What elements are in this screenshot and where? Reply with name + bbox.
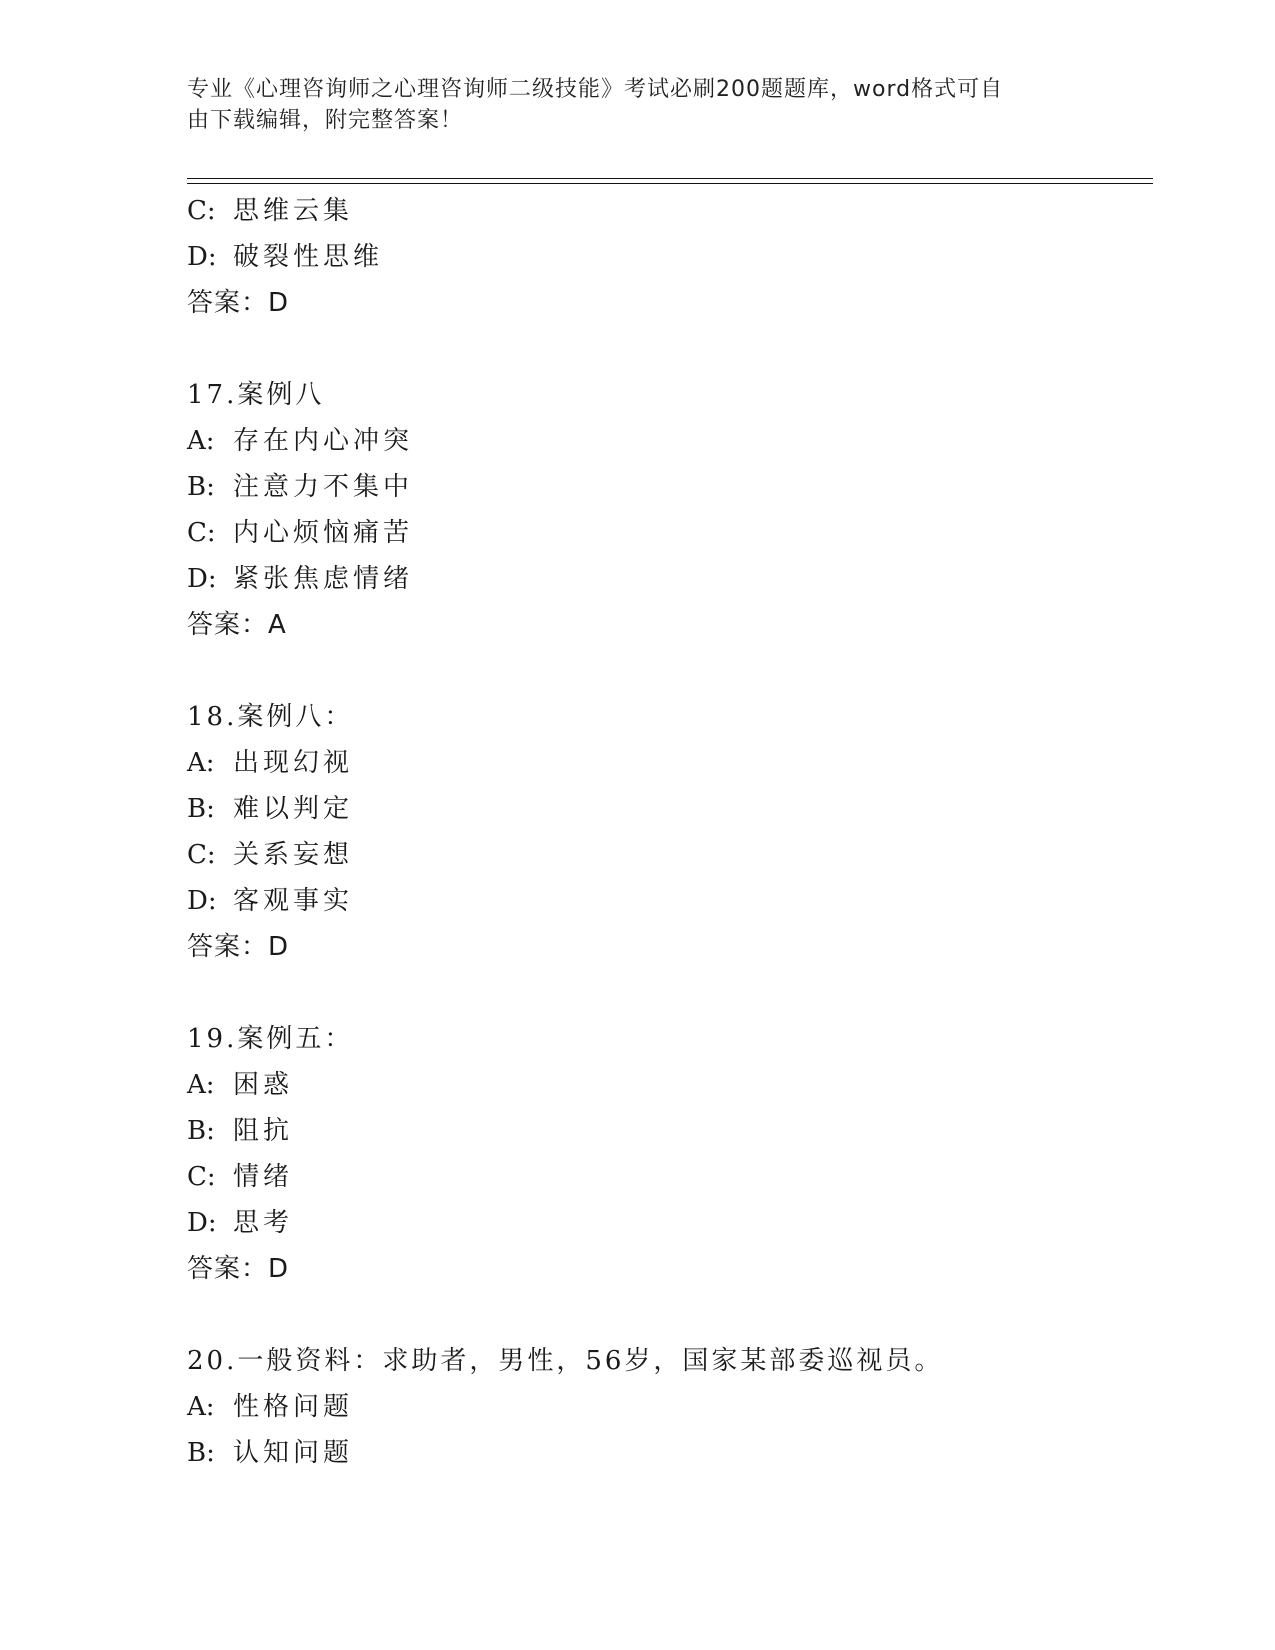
answer-line: 答案：A [187, 610, 287, 640]
option-row [187, 1430, 1153, 1476]
header-divider-bottom [187, 183, 1153, 184]
option-label: A: [187, 1392, 215, 1422]
question-title: 20.一般资料：求助者，男性，56岁，国家某部委巡视员。 [187, 1346, 944, 1376]
option-row [187, 878, 1153, 924]
option-row [187, 832, 1153, 878]
option-text: 思考 [233, 1208, 294, 1238]
option-label: D: [187, 242, 217, 272]
option-row [187, 1154, 1153, 1200]
option-label: C: [187, 196, 216, 226]
option-row [187, 418, 1153, 464]
option-text: 存在内心冲突 [233, 426, 414, 456]
option-row [187, 740, 1153, 786]
option-row [187, 188, 1153, 234]
option-label: C: [187, 518, 216, 548]
option-row [187, 234, 1153, 280]
header-divider-top [187, 178, 1153, 179]
option-row [187, 1200, 1153, 1246]
option-label: A: [187, 748, 215, 778]
option-text: 内心烦恼痛苦 [233, 518, 414, 548]
option-row [187, 1108, 1153, 1154]
option-text: 破裂性思维 [233, 242, 384, 272]
option-label: B: [187, 1438, 215, 1468]
option-row [187, 464, 1153, 510]
question-title: 18.案例八： [187, 702, 354, 732]
option-row [187, 556, 1153, 602]
option-label: B: [187, 472, 215, 502]
option-text: 情绪 [233, 1162, 294, 1192]
option-text: 难以判定 [233, 794, 354, 824]
option-text: 注意力不集中 [233, 472, 414, 502]
option-row [187, 510, 1153, 556]
option-label: A: [187, 1070, 215, 1100]
option-text: 关系妄想 [233, 840, 354, 870]
option-label: C: [187, 840, 216, 870]
option-text: 阻抗 [233, 1116, 294, 1146]
option-text: 困惑 [233, 1070, 294, 1100]
option-label: A: [187, 426, 215, 456]
option-text: 紧张焦虑情绪 [233, 564, 414, 594]
option-label: D: [187, 1208, 217, 1238]
option-text: 认知问题 [233, 1438, 354, 1468]
question-title: 17.案例八 [187, 380, 325, 410]
option-text: 客观事实 [233, 886, 354, 916]
option-text: 思维云集 [233, 196, 354, 226]
option-row [187, 786, 1153, 832]
header-line-2: 由下载编辑，附完整答案！ [187, 108, 464, 133]
document-header [187, 74, 1087, 136]
question-title: 19.案例五： [187, 1024, 354, 1054]
answer-line: 答案：D [187, 288, 290, 318]
option-text: 性格问题 [233, 1392, 354, 1422]
answer-line: 答案：D [187, 1254, 290, 1284]
option-label: D: [187, 886, 217, 916]
header-line-1: 专业《心理咨询师之心理咨询师二级技能》考试必刷200题题库，word格式可自 [187, 77, 1004, 102]
option-label: B: [187, 794, 215, 824]
option-row [187, 1384, 1153, 1430]
option-text: 出现幻视 [233, 748, 354, 778]
option-row [187, 1062, 1153, 1108]
answer-line: 答案：D [187, 932, 290, 962]
option-label: D: [187, 564, 217, 594]
option-label: C: [187, 1162, 216, 1192]
question-list [187, 188, 1153, 1476]
option-label: B: [187, 1116, 215, 1146]
